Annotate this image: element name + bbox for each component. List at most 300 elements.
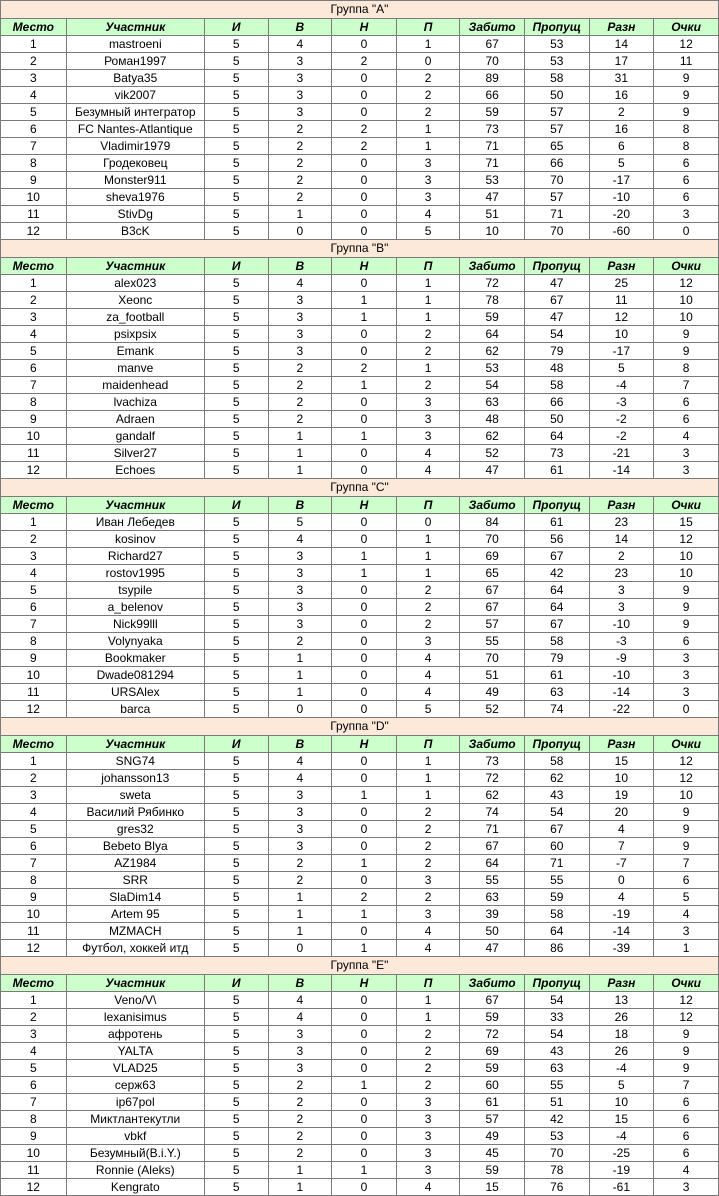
cell-wins: 3: [268, 787, 332, 804]
cell-place: 10: [1, 906, 67, 923]
cell-wins: 2: [268, 189, 332, 206]
cell-wins: 4: [268, 1009, 332, 1026]
cell-diff: 11: [589, 292, 654, 309]
cell-diff: -7: [589, 855, 654, 872]
table-row: [1, 821, 719, 838]
column-header-conceded: Пропущ: [524, 258, 589, 275]
cell-conceded: 59: [524, 889, 589, 906]
cell-conceded: 61: [524, 462, 589, 479]
cell-diff: 26: [589, 1043, 654, 1060]
cell-games: 5: [204, 394, 268, 411]
cell-losses: 3: [396, 872, 460, 889]
cell-conceded: 54: [524, 1026, 589, 1043]
cell-games: 5: [204, 906, 268, 923]
cell-games: 5: [204, 1128, 268, 1145]
table-row: [1, 940, 719, 957]
cell-games: 5: [204, 701, 268, 718]
column-header-diff: Разн: [589, 258, 654, 275]
table-row: [1, 633, 719, 650]
cell-wins: 5: [268, 514, 332, 531]
cell-points: 3: [654, 462, 719, 479]
cell-losses: 1: [396, 360, 460, 377]
cell-losses: 3: [396, 1145, 460, 1162]
table-row: [1, 326, 719, 343]
cell-diff: -17: [589, 172, 654, 189]
cell-losses: 3: [396, 906, 460, 923]
cell-conceded: 71: [524, 855, 589, 872]
cell-losses: 2: [396, 87, 460, 104]
cell-wins: 3: [268, 804, 332, 821]
cell-games: 5: [204, 1179, 268, 1196]
cell-draws: 0: [332, 667, 397, 684]
cell-diff: -39: [589, 940, 654, 957]
cell-points: 0: [654, 223, 719, 240]
cell-points: 12: [654, 1009, 719, 1026]
cell-points: 12: [654, 36, 719, 53]
cell-wins: 3: [268, 599, 332, 616]
cell-draws: 0: [332, 275, 397, 292]
cell-points: 10: [654, 565, 719, 582]
column-header-games: И: [204, 497, 268, 514]
cell-diff: -19: [589, 1162, 654, 1179]
cell-losses: 3: [396, 189, 460, 206]
cell-scored: 67: [460, 599, 525, 616]
cell-diff: -3: [589, 633, 654, 650]
column-header-row: [1, 258, 719, 275]
cell-wins: 4: [268, 770, 332, 787]
table-row: [1, 360, 719, 377]
cell-draws: 0: [332, 1128, 397, 1145]
cell-losses: 1: [396, 531, 460, 548]
cell-conceded: 61: [524, 514, 589, 531]
cell-wins: 1: [268, 889, 332, 906]
cell-diff: 3: [589, 599, 654, 616]
cell-points: 4: [654, 1162, 719, 1179]
cell-draws: 1: [332, 787, 397, 804]
cell-games: 5: [204, 1009, 268, 1026]
cell-losses: 3: [396, 155, 460, 172]
cell-place: 6: [1, 121, 67, 138]
cell-scored: 73: [460, 121, 525, 138]
cell-conceded: 67: [524, 616, 589, 633]
cell-points: 6: [654, 1128, 719, 1145]
cell-games: 5: [204, 189, 268, 206]
cell-draws: 0: [332, 326, 397, 343]
cell-diff: -20: [589, 206, 654, 223]
cell-place: 11: [1, 445, 67, 462]
cell-scored: 70: [460, 531, 525, 548]
cell-conceded: 66: [524, 155, 589, 172]
cell-draws: 0: [332, 684, 397, 701]
cell-participant: kosinov: [66, 531, 204, 548]
cell-losses: 1: [396, 36, 460, 53]
cell-games: 5: [204, 309, 268, 326]
cell-losses: 3: [396, 411, 460, 428]
cell-draws: 0: [332, 155, 397, 172]
cell-scored: 71: [460, 821, 525, 838]
cell-scored: 67: [460, 992, 525, 1009]
cell-conceded: 58: [524, 377, 589, 394]
cell-games: 5: [204, 1060, 268, 1077]
cell-draws: 0: [332, 1009, 397, 1026]
cell-games: 5: [204, 514, 268, 531]
cell-draws: 0: [332, 223, 397, 240]
column-header-wins: В: [268, 19, 332, 36]
column-header-conceded: Пропущ: [524, 975, 589, 992]
cell-place: 9: [1, 1128, 67, 1145]
cell-losses: 1: [396, 992, 460, 1009]
cell-participant: Adraen: [66, 411, 204, 428]
cell-place: 11: [1, 684, 67, 701]
cell-place: 2: [1, 53, 67, 70]
cell-wins: 2: [268, 172, 332, 189]
cell-conceded: 54: [524, 326, 589, 343]
cell-place: 4: [1, 804, 67, 821]
cell-participant: Emank: [66, 343, 204, 360]
cell-scored: 62: [460, 343, 525, 360]
cell-conceded: 55: [524, 1077, 589, 1094]
cell-losses: 0: [396, 53, 460, 70]
cell-place: 10: [1, 189, 67, 206]
cell-losses: 3: [396, 633, 460, 650]
cell-scored: 52: [460, 701, 525, 718]
cell-games: 5: [204, 1145, 268, 1162]
cell-games: 5: [204, 667, 268, 684]
cell-diff: 17: [589, 53, 654, 70]
cell-losses: 4: [396, 940, 460, 957]
group-title-row: [1, 957, 719, 975]
cell-conceded: 79: [524, 343, 589, 360]
cell-draws: 2: [332, 53, 397, 70]
cell-losses: 3: [396, 1162, 460, 1179]
cell-diff: -19: [589, 906, 654, 923]
column-header-losses: П: [396, 258, 460, 275]
cell-scored: 57: [460, 616, 525, 633]
cell-points: 5: [654, 889, 719, 906]
cell-losses: 4: [396, 462, 460, 479]
cell-draws: 1: [332, 1162, 397, 1179]
cell-points: 6: [654, 872, 719, 889]
cell-diff: 7: [589, 838, 654, 855]
cell-scored: 50: [460, 923, 525, 940]
cell-points: 8: [654, 138, 719, 155]
table-row: [1, 309, 719, 326]
column-header-row: [1, 975, 719, 992]
cell-place: 11: [1, 923, 67, 940]
cell-conceded: 43: [524, 787, 589, 804]
cell-games: 5: [204, 445, 268, 462]
group-title-row: [1, 1, 719, 19]
cell-participant: Nick99lll: [66, 616, 204, 633]
cell-participant: barca: [66, 701, 204, 718]
table-row: [1, 343, 719, 360]
cell-scored: 71: [460, 138, 525, 155]
table-row: [1, 838, 719, 855]
cell-participant: SNG74: [66, 753, 204, 770]
table-row: [1, 667, 719, 684]
cell-wins: 3: [268, 53, 332, 70]
table-row: [1, 906, 719, 923]
cell-losses: 2: [396, 343, 460, 360]
cell-wins: 1: [268, 684, 332, 701]
cell-participant: sweta: [66, 787, 204, 804]
cell-place: 12: [1, 462, 67, 479]
column-header-draws: Н: [332, 975, 397, 992]
cell-points: 9: [654, 582, 719, 599]
cell-wins: 2: [268, 377, 332, 394]
table-row: [1, 104, 719, 121]
cell-diff: 2: [589, 104, 654, 121]
cell-diff: -2: [589, 411, 654, 428]
table-row: [1, 138, 719, 155]
cell-points: 9: [654, 87, 719, 104]
column-header-place: Место: [1, 736, 67, 753]
cell-conceded: 57: [524, 121, 589, 138]
cell-games: 5: [204, 1162, 268, 1179]
cell-wins: 2: [268, 1094, 332, 1111]
cell-draws: 0: [332, 36, 397, 53]
cell-diff: -14: [589, 684, 654, 701]
cell-scored: 72: [460, 770, 525, 787]
cell-wins: 1: [268, 650, 332, 667]
table-row: [1, 411, 719, 428]
cell-participant: Veno/V\: [66, 992, 204, 1009]
cell-wins: 3: [268, 821, 332, 838]
cell-place: 11: [1, 206, 67, 223]
cell-losses: 4: [396, 445, 460, 462]
cell-points: 9: [654, 326, 719, 343]
cell-games: 5: [204, 616, 268, 633]
cell-participant: mastroeni: [66, 36, 204, 53]
cell-wins: 2: [268, 121, 332, 138]
cell-games: 5: [204, 121, 268, 138]
cell-draws: 0: [332, 343, 397, 360]
cell-participant: Xeonc: [66, 292, 204, 309]
cell-points: 3: [654, 206, 719, 223]
group-title-row: [1, 240, 719, 258]
table-row: [1, 872, 719, 889]
cell-scored: 62: [460, 428, 525, 445]
cell-losses: 3: [396, 1094, 460, 1111]
cell-place: 3: [1, 70, 67, 87]
column-header-diff: Разн: [589, 975, 654, 992]
cell-losses: 2: [396, 1077, 460, 1094]
cell-conceded: 74: [524, 701, 589, 718]
cell-points: 12: [654, 531, 719, 548]
cell-conceded: 71: [524, 206, 589, 223]
cell-place: 3: [1, 309, 67, 326]
standings-body: [1, 1, 719, 1196]
cell-conceded: 51: [524, 1094, 589, 1111]
cell-participant: URSAlex: [66, 684, 204, 701]
cell-points: 4: [654, 906, 719, 923]
cell-conceded: 50: [524, 411, 589, 428]
cell-scored: 54: [460, 377, 525, 394]
cell-scored: 84: [460, 514, 525, 531]
cell-place: 7: [1, 855, 67, 872]
cell-games: 5: [204, 1043, 268, 1060]
column-header-points: Очки: [654, 497, 719, 514]
cell-scored: 48: [460, 411, 525, 428]
cell-scored: 67: [460, 582, 525, 599]
cell-wins: 2: [268, 1128, 332, 1145]
column-header-participant: Участник: [66, 19, 204, 36]
cell-conceded: 33: [524, 1009, 589, 1026]
cell-games: 5: [204, 138, 268, 155]
cell-scored: 10: [460, 223, 525, 240]
cell-place: 8: [1, 394, 67, 411]
cell-participant: lexanisimus: [66, 1009, 204, 1026]
cell-losses: 1: [396, 770, 460, 787]
cell-scored: 69: [460, 1043, 525, 1060]
cell-losses: 5: [396, 701, 460, 718]
cell-diff: -60: [589, 223, 654, 240]
cell-games: 5: [204, 872, 268, 889]
cell-scored: 64: [460, 855, 525, 872]
cell-diff: 4: [589, 889, 654, 906]
table-row: [1, 1128, 719, 1145]
table-row: [1, 121, 719, 138]
cell-scored: 59: [460, 1009, 525, 1026]
cell-games: 5: [204, 940, 268, 957]
cell-points: 3: [654, 1179, 719, 1196]
cell-losses: 4: [396, 684, 460, 701]
cell-wins: 3: [268, 1026, 332, 1043]
cell-diff: 10: [589, 1094, 654, 1111]
cell-diff: 15: [589, 753, 654, 770]
cell-place: 5: [1, 821, 67, 838]
cell-points: 9: [654, 616, 719, 633]
cell-conceded: 66: [524, 394, 589, 411]
cell-diff: -25: [589, 1145, 654, 1162]
table-row: [1, 684, 719, 701]
table-row: [1, 855, 719, 872]
cell-games: 5: [204, 428, 268, 445]
cell-losses: 1: [396, 565, 460, 582]
cell-participant: Vladimir1979: [66, 138, 204, 155]
cell-points: 6: [654, 394, 719, 411]
cell-diff: 16: [589, 121, 654, 138]
cell-losses: 5: [396, 223, 460, 240]
cell-draws: 0: [332, 872, 397, 889]
column-header-draws: Н: [332, 258, 397, 275]
cell-diff: -9: [589, 650, 654, 667]
table-row: [1, 531, 719, 548]
cell-participant: SlaDim14: [66, 889, 204, 906]
cell-draws: 1: [332, 940, 397, 957]
cell-games: 5: [204, 36, 268, 53]
cell-losses: 4: [396, 206, 460, 223]
cell-place: 3: [1, 548, 67, 565]
cell-participant: vbkf: [66, 1128, 204, 1145]
column-header-participant: Участник: [66, 975, 204, 992]
cell-games: 5: [204, 377, 268, 394]
group-title: Группа "C": [1, 479, 719, 497]
cell-participant: серж63: [66, 1077, 204, 1094]
cell-place: 7: [1, 616, 67, 633]
cell-participant: Bebeto Blya: [66, 838, 204, 855]
cell-diff: 14: [589, 531, 654, 548]
cell-conceded: 57: [524, 189, 589, 206]
cell-points: 9: [654, 70, 719, 87]
cell-points: 6: [654, 633, 719, 650]
cell-conceded: 61: [524, 667, 589, 684]
table-row: [1, 462, 719, 479]
cell-draws: 1: [332, 377, 397, 394]
table-row: [1, 582, 719, 599]
cell-conceded: 50: [524, 87, 589, 104]
cell-losses: 2: [396, 1043, 460, 1060]
column-header-place: Место: [1, 258, 67, 275]
cell-diff: 4: [589, 821, 654, 838]
column-header-draws: Н: [332, 736, 397, 753]
cell-losses: 3: [396, 394, 460, 411]
cell-games: 5: [204, 633, 268, 650]
cell-points: 9: [654, 804, 719, 821]
cell-games: 5: [204, 292, 268, 309]
cell-points: 15: [654, 514, 719, 531]
cell-wins: 4: [268, 992, 332, 1009]
cell-scored: 55: [460, 633, 525, 650]
cell-conceded: 62: [524, 770, 589, 787]
column-header-points: Очки: [654, 736, 719, 753]
cell-games: 5: [204, 923, 268, 940]
cell-points: 6: [654, 172, 719, 189]
cell-wins: 3: [268, 838, 332, 855]
cell-draws: 1: [332, 309, 397, 326]
cell-draws: 0: [332, 753, 397, 770]
cell-conceded: 56: [524, 531, 589, 548]
cell-points: 12: [654, 992, 719, 1009]
column-header-conceded: Пропущ: [524, 736, 589, 753]
table-row: [1, 70, 719, 87]
cell-participant: StivDg: [66, 206, 204, 223]
cell-wins: 4: [268, 275, 332, 292]
table-row: [1, 650, 719, 667]
cell-place: 4: [1, 565, 67, 582]
cell-points: 7: [654, 377, 719, 394]
cell-draws: 0: [332, 599, 397, 616]
cell-scored: 55: [460, 872, 525, 889]
cell-wins: 4: [268, 36, 332, 53]
cell-place: 11: [1, 1162, 67, 1179]
cell-games: 5: [204, 684, 268, 701]
group-title: Группа "E": [1, 957, 719, 975]
cell-participant: афротень: [66, 1026, 204, 1043]
table-row: [1, 172, 719, 189]
cell-place: 6: [1, 838, 67, 855]
cell-wins: 1: [268, 445, 332, 462]
cell-wins: 1: [268, 462, 332, 479]
column-header-diff: Разн: [589, 19, 654, 36]
cell-participant: Ronnie (Aleks): [66, 1162, 204, 1179]
cell-place: 1: [1, 275, 67, 292]
table-row: [1, 1043, 719, 1060]
cell-place: 8: [1, 872, 67, 889]
cell-diff: 5: [589, 1077, 654, 1094]
cell-conceded: 42: [524, 1111, 589, 1128]
cell-scored: 62: [460, 787, 525, 804]
cell-wins: 2: [268, 633, 332, 650]
cell-participant: gres32: [66, 821, 204, 838]
cell-scored: 49: [460, 1128, 525, 1145]
cell-conceded: 55: [524, 872, 589, 889]
cell-diff: -10: [589, 189, 654, 206]
table-row: [1, 514, 719, 531]
column-header-scored: Забито: [460, 736, 525, 753]
cell-draws: 0: [332, 206, 397, 223]
cell-diff: 26: [589, 1009, 654, 1026]
